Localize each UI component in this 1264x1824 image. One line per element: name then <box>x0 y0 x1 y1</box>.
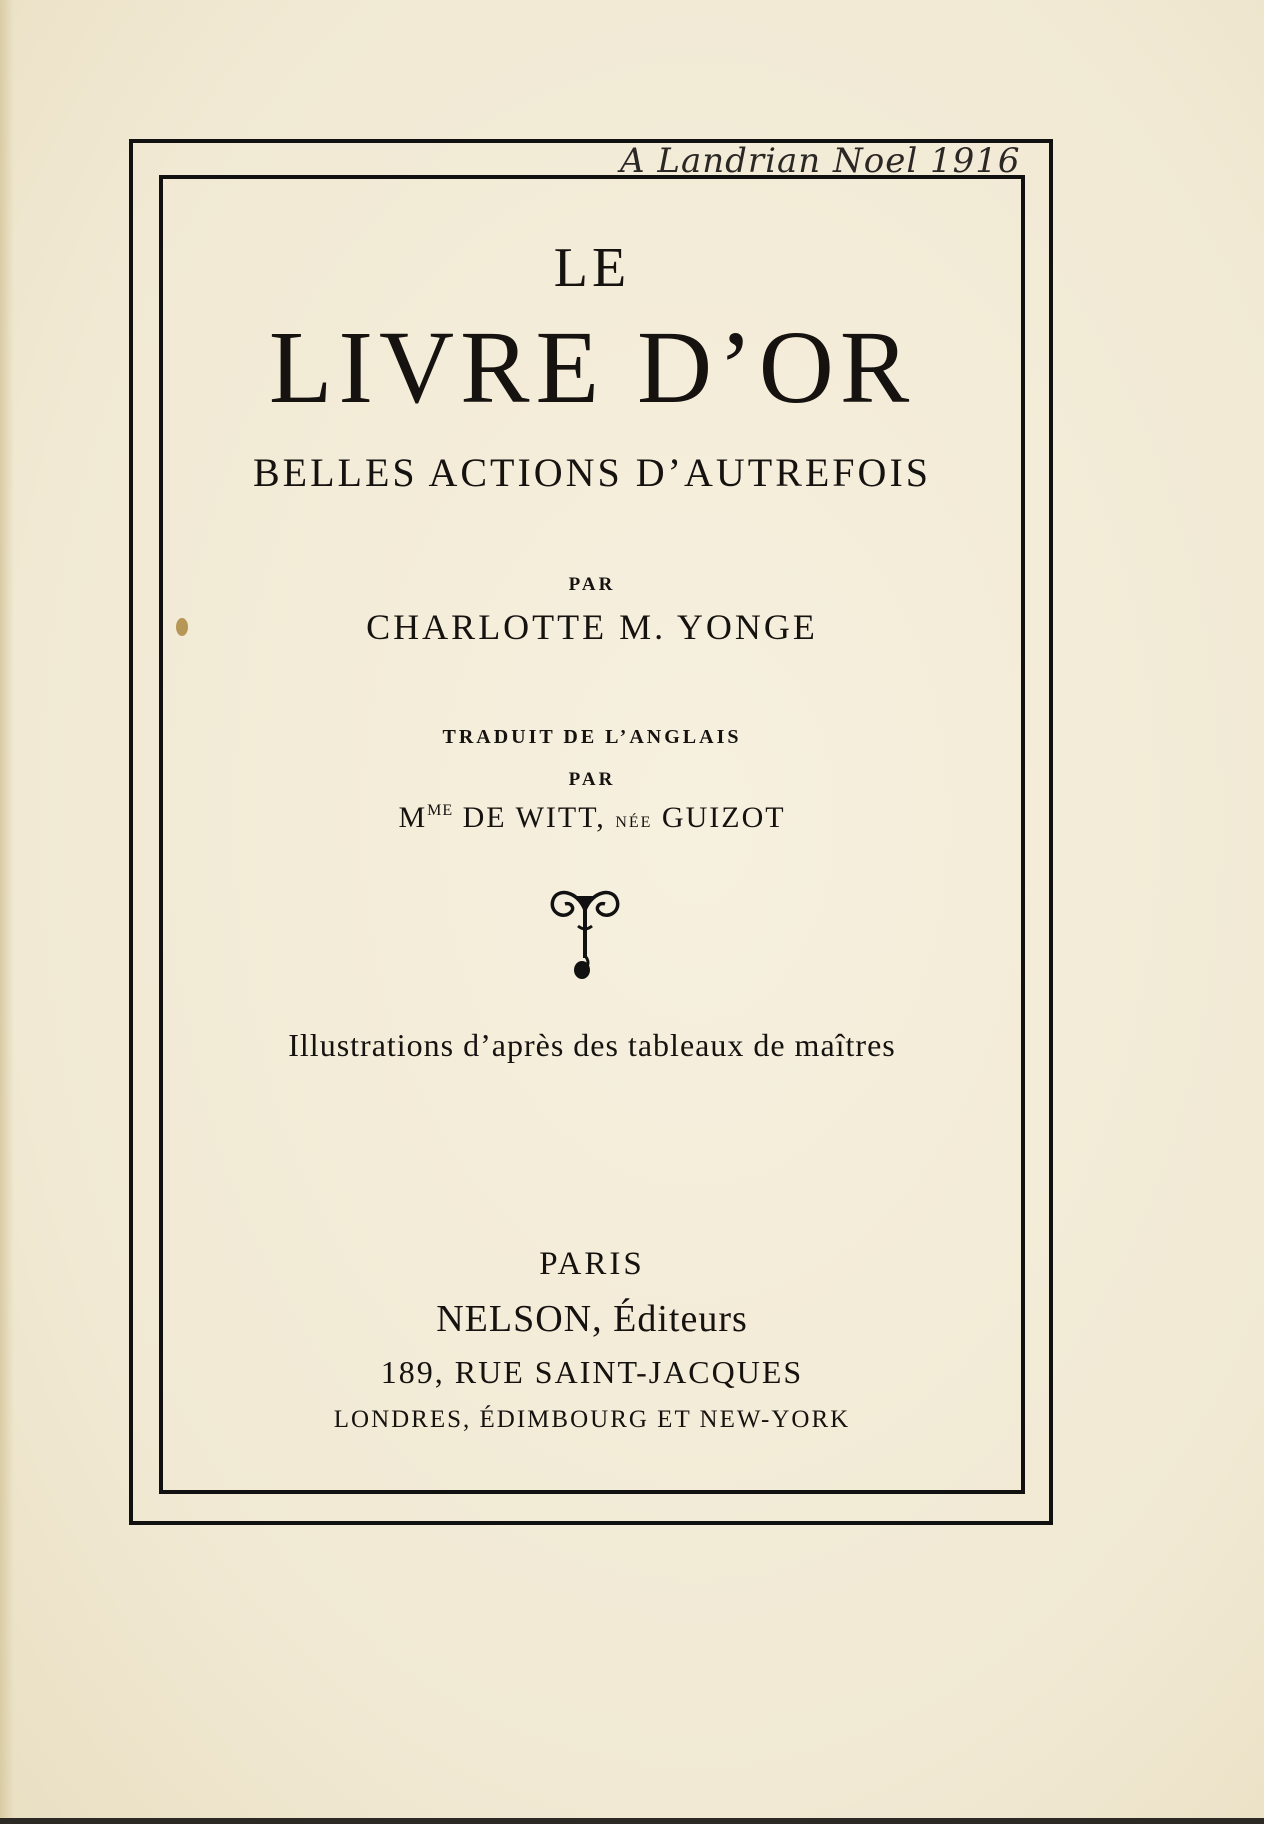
nee-label: NÉE <box>615 814 653 831</box>
author-name: CHARLOTTE M. YONGE <box>366 607 818 647</box>
translator-prefix: M <box>398 801 428 834</box>
handwritten-signature: A Landrian Noel 1916 <box>620 141 1021 181</box>
publisher-cities: LONDRES, ÉDIMBOURG ET NEW-YORK <box>333 1406 851 1433</box>
maiden-name: GUIZOT <box>661 801 786 834</box>
translator-by-label: PAR <box>568 769 616 790</box>
title-article: LE <box>553 237 631 299</box>
translator-line <box>159 801 1025 835</box>
scan-bottom-edge <box>0 1818 1264 1824</box>
floral-ornament-icon <box>545 880 625 986</box>
translator-title-sup: ME <box>427 802 454 819</box>
book-subtitle: BELLES ACTIONS D’AUTREFOIS <box>252 450 932 495</box>
translation-note: TRADUIT DE L’ANGLAIS <box>442 726 742 748</box>
publisher-name: NELSON, Éditeurs <box>436 1298 748 1340</box>
book-title: LIVRE D’OR <box>268 310 916 425</box>
illustrations-note: Illustrations d’après des tableaux de maîtres <box>288 1027 896 1063</box>
imprint-city: PARIS <box>539 1246 645 1282</box>
translator-name: DE WITT, <box>462 801 606 834</box>
publisher-address: 189, RUE SAINT-JACQUES <box>380 1354 804 1390</box>
by-label: PAR <box>568 574 616 595</box>
page-edge-shadow <box>0 0 14 1824</box>
